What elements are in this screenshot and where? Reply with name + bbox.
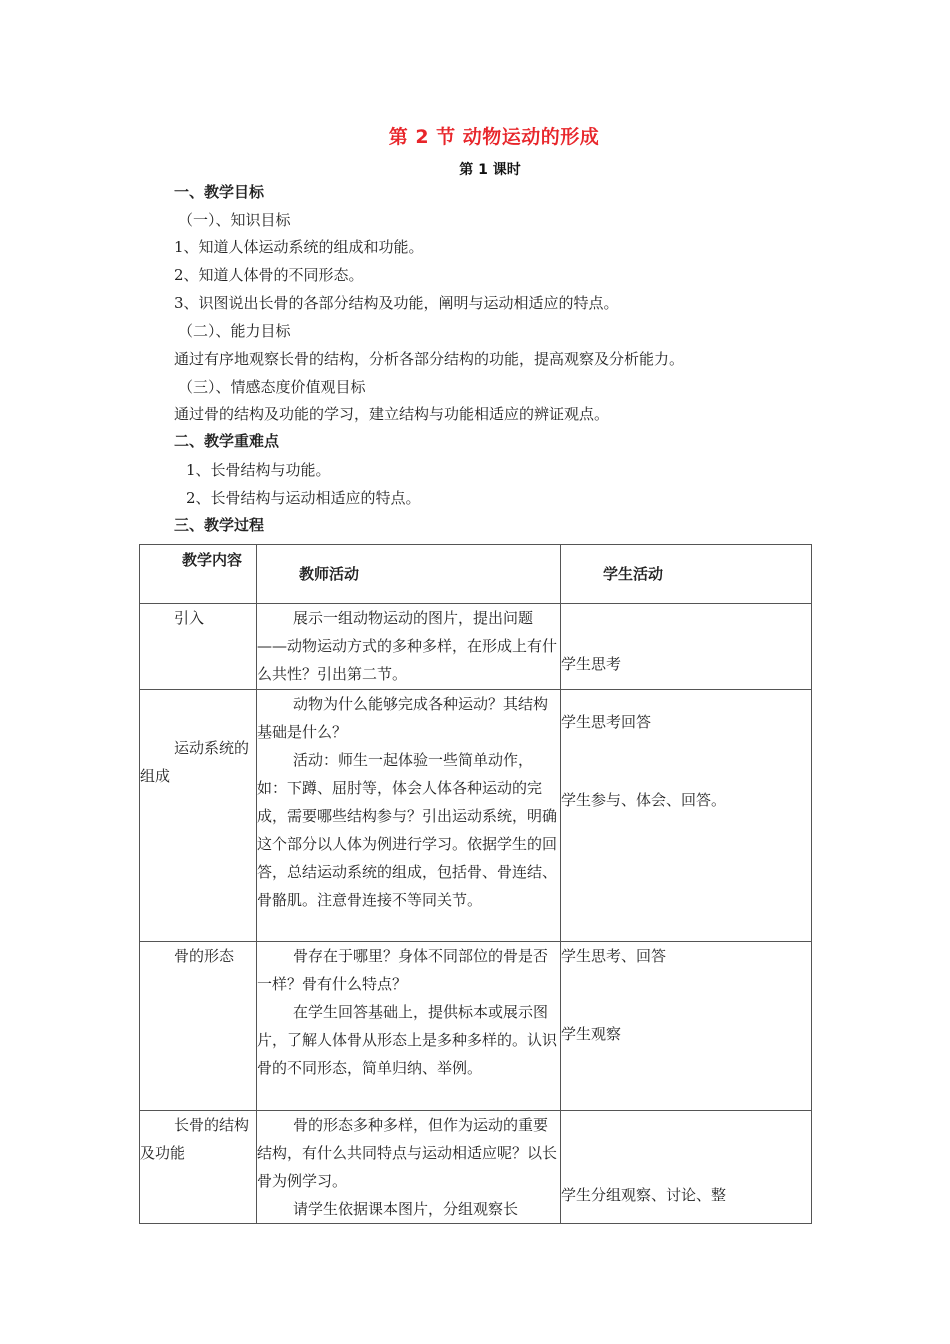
row-content: 骨的形态: [140, 942, 257, 1111]
teacher-paragraph: 动物为什么能够完成各种运动？其结构基础是什么？: [257, 695, 549, 741]
table-row: [140, 690, 812, 942]
student-text: 学生思考回答: [561, 713, 652, 731]
emotion-heading: （三）、情感态度价值观目标: [178, 378, 366, 396]
keypoint-item: 2、长骨结构与运动相适应的特点。: [186, 489, 421, 507]
row-teacher: [257, 942, 561, 1111]
row-content: [140, 690, 257, 942]
row-student: [561, 604, 812, 690]
teacher-paragraph: 骨的形态多种多样，但作为运动的重要结构，有什么共同特点与运动相适应呢？以长骨为例学习。: [257, 1116, 558, 1190]
student-text: 学生观察: [561, 1025, 622, 1043]
header-student: 学生活动: [561, 545, 812, 604]
page-title: 第 2 节 动物运动的形成: [388, 126, 600, 148]
lesson-process-table: [139, 544, 812, 1224]
row-content-text: 运动系统的组成: [140, 739, 250, 785]
keypoints-heading: 二、教学重难点: [174, 432, 280, 450]
teacher-paragraph: 展示一组动物运动的图片，提出问题——动物运动方式的多种多样，在形成上有什么共性？引出第二节。: [257, 609, 558, 683]
student-text: 学生思考、回答: [561, 947, 667, 965]
student-text: 学生思考: [561, 655, 622, 673]
ability-text: 通过有序地观察长骨的结构，分析各部分结构的功能，提高观察及分析能力。: [174, 350, 685, 368]
objectives-heading: 一、教学目标: [174, 183, 265, 201]
table-row: [140, 942, 812, 1111]
table-row: [140, 604, 812, 690]
row-student: [561, 1111, 812, 1224]
knowledge-heading: （一）、知识目标: [178, 211, 291, 229]
teacher-paragraph: 在学生回答基础上，提供标本或展示图片，了解人体骨从形态上是多种多样的。认识骨的不同形态，简单归纳、举例。: [257, 1003, 558, 1077]
knowledge-item: 1、知道人体运动系统的组成和功能。: [174, 238, 424, 256]
table-header-row: [140, 545, 812, 604]
lesson-subtitle: 第 1 课时: [459, 162, 521, 178]
row-teacher: [257, 604, 561, 690]
row-student: [561, 690, 812, 942]
header-teacher: 教师活动: [257, 545, 561, 604]
row-student: [561, 942, 812, 1111]
student-text: 学生参与、体会、回答。: [561, 791, 727, 809]
process-heading: 三、教学过程: [174, 516, 265, 534]
header-content: 教学内容: [140, 545, 257, 604]
teacher-paragraph: 骨存在于哪里？身体不同部位的骨是否一样？骨有什么特点？: [257, 947, 549, 993]
knowledge-item: 2、知道人体骨的不同形态。: [174, 266, 364, 284]
table-row: [140, 1111, 812, 1224]
row-content: 引入: [140, 604, 257, 690]
teacher-paragraph: 活动：师生一起体验一些简单动作，如：下蹲、屈肘等，体会人体各种运动的完成，需要哪些结构参与？引出运动系统，明确这个部分以人体为例进行学习。依据学生的回答，总结运动系统的组成，包括骨、骨连结、骨骼肌。注意骨连接不等同关节。: [257, 751, 558, 909]
row-teacher: [257, 690, 561, 942]
emotion-text: 通过骨的结构及功能的学习，建立结构与功能相适应的辨证观点。: [174, 405, 610, 423]
row-teacher: [257, 1111, 561, 1224]
keypoint-item: 1、长骨结构与功能。: [186, 461, 331, 479]
row-content: 长骨的结构及功能: [140, 1111, 257, 1224]
knowledge-item: 3、识图说出长骨的各部分结构及功能，阐明与运动相适应的特点。: [174, 294, 619, 312]
ability-heading: （二）、能力目标: [178, 322, 291, 340]
student-text: 学生分组观察、讨论、整: [561, 1186, 727, 1204]
teacher-paragraph: 请学生依据课本图片，分组观察长: [293, 1200, 519, 1218]
